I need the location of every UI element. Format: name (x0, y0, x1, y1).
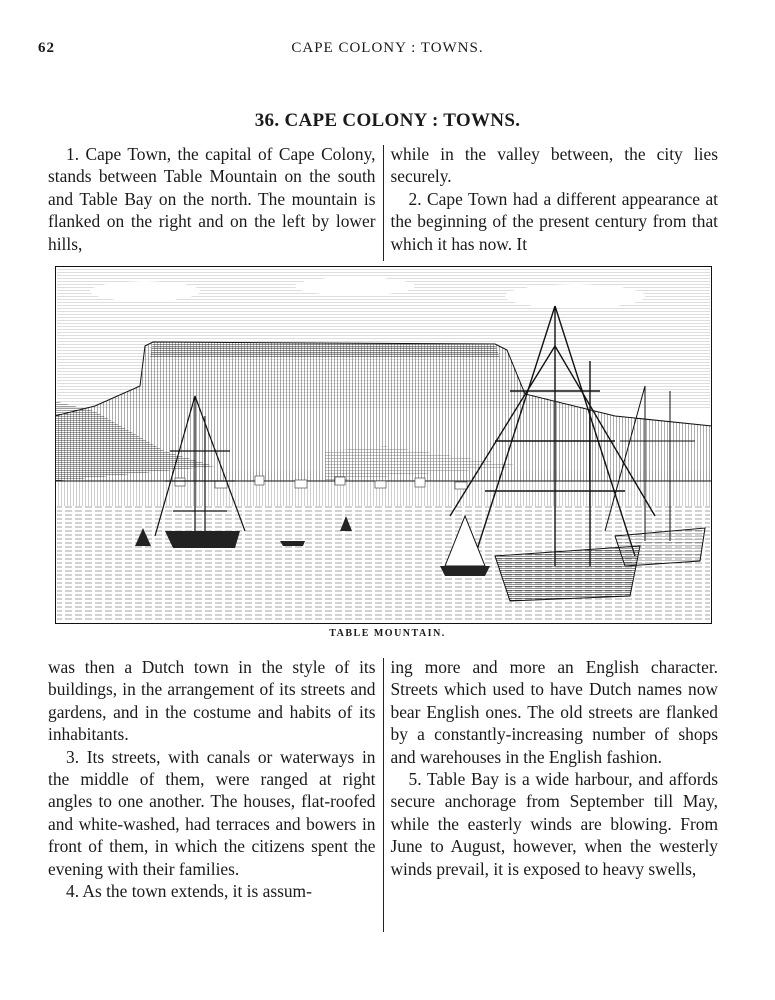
paragraph-4-cont: ing more and more an English character. Streets which used to have Dutch names now bear English ones. The old streets are flanked by a constantly-increasing number of shops and warehouses in the English fashion. (390, 657, 718, 767)
column-rule (383, 658, 384, 932)
paragraph-4: 4. As the town extends, it is assum- (66, 881, 312, 902)
paragraph-2: 2. Cape Town had a different appearance at the beginning of the present century from that which it has now. It (390, 188, 718, 254)
column-rule (383, 145, 384, 261)
paragraph-3: 3. Its streets, with canals or waterways in the middle of them, were ranged at right angles to one another. The houses, flat-roofed and white-washed, had terraces and bowers in front of them, in which the citizens spent the evening with their families. (48, 746, 376, 879)
table-mountain-engraving (55, 266, 712, 624)
top-columns (48, 143, 718, 261)
paragraph-1-cont: while in the valley between, the city lies securely. (390, 144, 718, 187)
figure-caption: TABLE MOUNTAIN. (329, 628, 446, 639)
bottom-columns (48, 656, 718, 932)
running-head (38, 40, 737, 64)
bottom-left-column (48, 656, 376, 932)
running-title: CAPE COLONY : TOWNS. (291, 40, 484, 56)
section-title: 36. CAPE COLONY : TOWNS. (254, 110, 521, 131)
paragraph-1: 1. Cape Town, the capital of Cape Colony, stands between Table Mountain on the south and Table Bay on the north. The mountain is flanked on the right and on the left by lower hills, (48, 144, 376, 254)
paragraph-2-cont: was then a Dutch town in the style of its buildings, in the arrangement of its streets and gardens, and in the costume and habits of its inhabitants. (48, 657, 376, 745)
paragraph-5: 5. Table Bay is a wide harbour, and affords secure anchorage from September till May, while the easterly winds are blowing. From June to August, however, when the westerly winds prevail, it is exposed to heavy swells, (390, 769, 718, 879)
top-right-column (391, 143, 719, 261)
top-left-column (48, 143, 376, 261)
bottom-right-column (391, 656, 719, 932)
page-number: 62 (38, 40, 55, 56)
